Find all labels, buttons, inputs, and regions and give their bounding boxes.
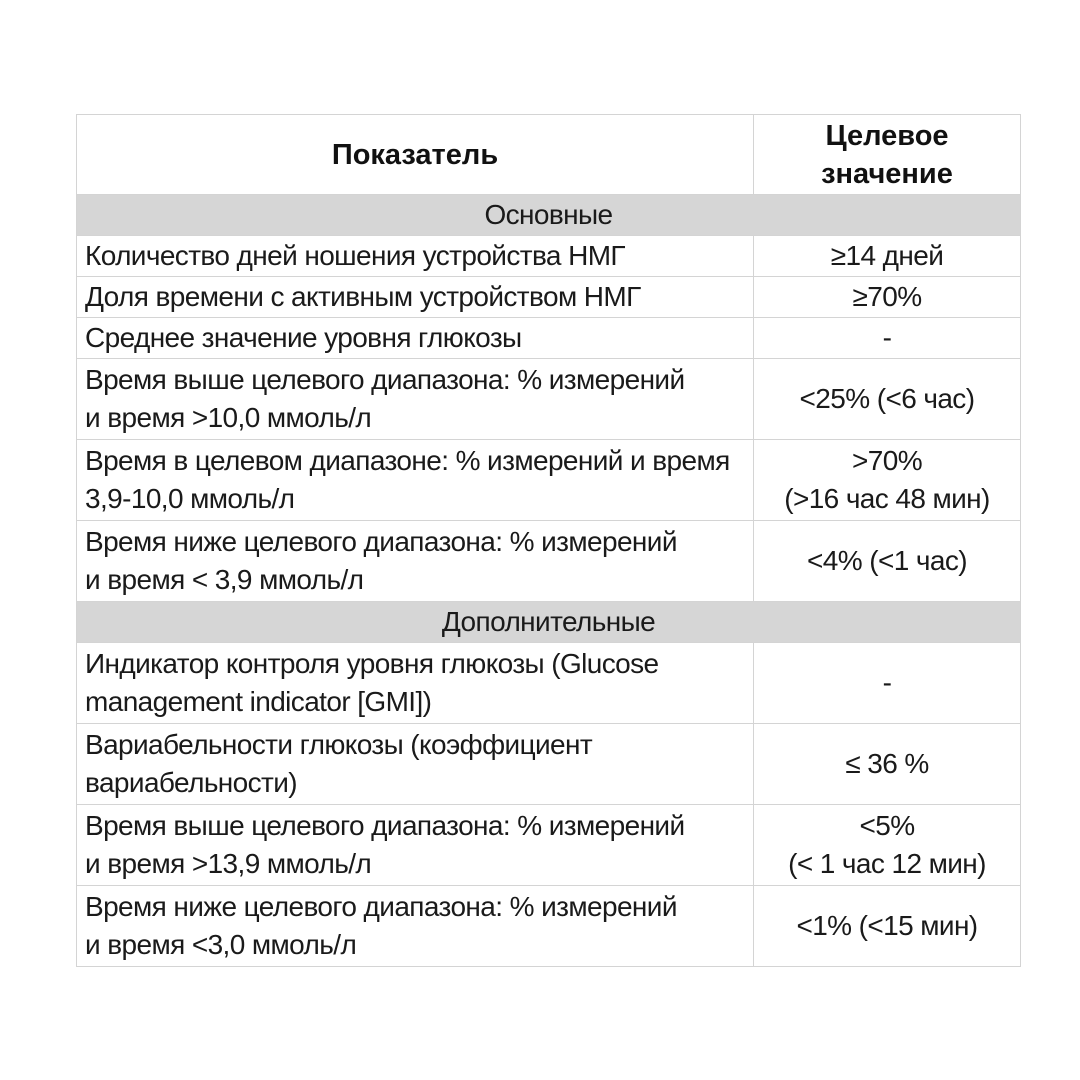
target-cell [754, 805, 1021, 886]
indicator-cell [77, 724, 754, 805]
cgm-targets-table [76, 114, 1021, 967]
section-additional-label: Дополнительные [77, 602, 1021, 643]
header-indicator-label: Показатель [331, 138, 499, 171]
table-row [77, 359, 1021, 440]
target-text: - [882, 667, 892, 698]
target-text: - [882, 322, 892, 353]
indicator-cell [77, 521, 754, 602]
target-text: ≥14 дней [830, 240, 944, 271]
indicator-text: Доля времени с активным устройством НМГ [85, 281, 641, 312]
target-text-line1: >70% [852, 445, 922, 476]
section-row-main [77, 195, 1021, 236]
table-row [77, 440, 1021, 521]
indicator-cell [77, 886, 754, 967]
indicator-text-line2: и время <3,0 ммоль/л [85, 929, 357, 960]
indicator-text-line2: 3,9-10,0 ммоль/л [85, 483, 295, 514]
indicator-text-line2: и время >10,0 ммоль/л [85, 402, 372, 433]
table-row [77, 236, 1021, 277]
target-cell [754, 236, 1021, 277]
indicator-text: Среднее значение уровня глюкозы [85, 322, 522, 353]
target-cell [754, 359, 1021, 440]
indicator-cell [77, 440, 754, 521]
table-row [77, 521, 1021, 602]
target-text-line1: <5% [859, 810, 915, 841]
indicator-text-line1: Время выше целевого диапазона: % измерений [85, 364, 685, 395]
indicator-text: Количество дней ношения устройства НМГ [85, 240, 625, 271]
indicator-text-line1: Время в целевом диапазоне: % измерений и время [85, 445, 730, 476]
target-cell [754, 643, 1021, 724]
target-cell [754, 318, 1021, 359]
target-cell [754, 724, 1021, 805]
table-header-row [77, 115, 1021, 195]
indicator-text-line1: Вариабельности глюкозы (коэффициент [85, 729, 593, 760]
table-row [77, 643, 1021, 724]
target-text-line2: (>16 час 48 мин) [784, 483, 990, 514]
header-target [754, 115, 1021, 195]
target-text-line2: (< 1 час 12 мин) [788, 848, 986, 879]
table-row [77, 318, 1021, 359]
cgm-targets-table-wrapper [76, 114, 1020, 967]
indicator-cell [77, 236, 754, 277]
indicator-text-line2: management indicator [GMI]) [85, 686, 432, 717]
target-text: <4% (<1 час) [807, 545, 967, 576]
indicator-text-line2: и время >13,9 ммоль/л [85, 848, 372, 879]
target-cell [754, 277, 1021, 318]
target-text: <1% (<15 мин) [796, 910, 978, 941]
header-indicator [77, 115, 754, 195]
indicator-text-line2: вариабельности) [85, 767, 298, 798]
indicator-text-line2: и время < 3,9 ммоль/л [85, 564, 364, 595]
table-row [77, 277, 1021, 318]
indicator-cell [77, 359, 754, 440]
target-text: ≤ 36 % [845, 748, 929, 779]
header-target-line2: значение [821, 157, 953, 190]
indicator-cell [77, 277, 754, 318]
indicator-text-line1: Индикатор контроля уровня глюкозы (Glucose [85, 648, 659, 679]
indicator-text-line1: Время ниже целевого диапазона: % измерений [85, 891, 677, 922]
target-cell [754, 521, 1021, 602]
table-row [77, 886, 1021, 967]
indicator-text-line1: Время выше целевого диапазона: % измерений [85, 810, 685, 841]
target-text: <25% (<6 час) [799, 383, 975, 414]
target-cell [754, 440, 1021, 521]
header-target-line1: Целевое [825, 119, 949, 152]
table-row [77, 724, 1021, 805]
section-main-label: Основные [77, 195, 1021, 236]
target-cell [754, 886, 1021, 967]
table-row [77, 805, 1021, 886]
indicator-cell [77, 318, 754, 359]
section-row-additional [77, 602, 1021, 643]
indicator-text-line1: Время ниже целевого диапазона: % измерений [85, 526, 677, 557]
indicator-cell [77, 805, 754, 886]
target-text: ≥70% [852, 281, 922, 312]
indicator-cell [77, 643, 754, 724]
